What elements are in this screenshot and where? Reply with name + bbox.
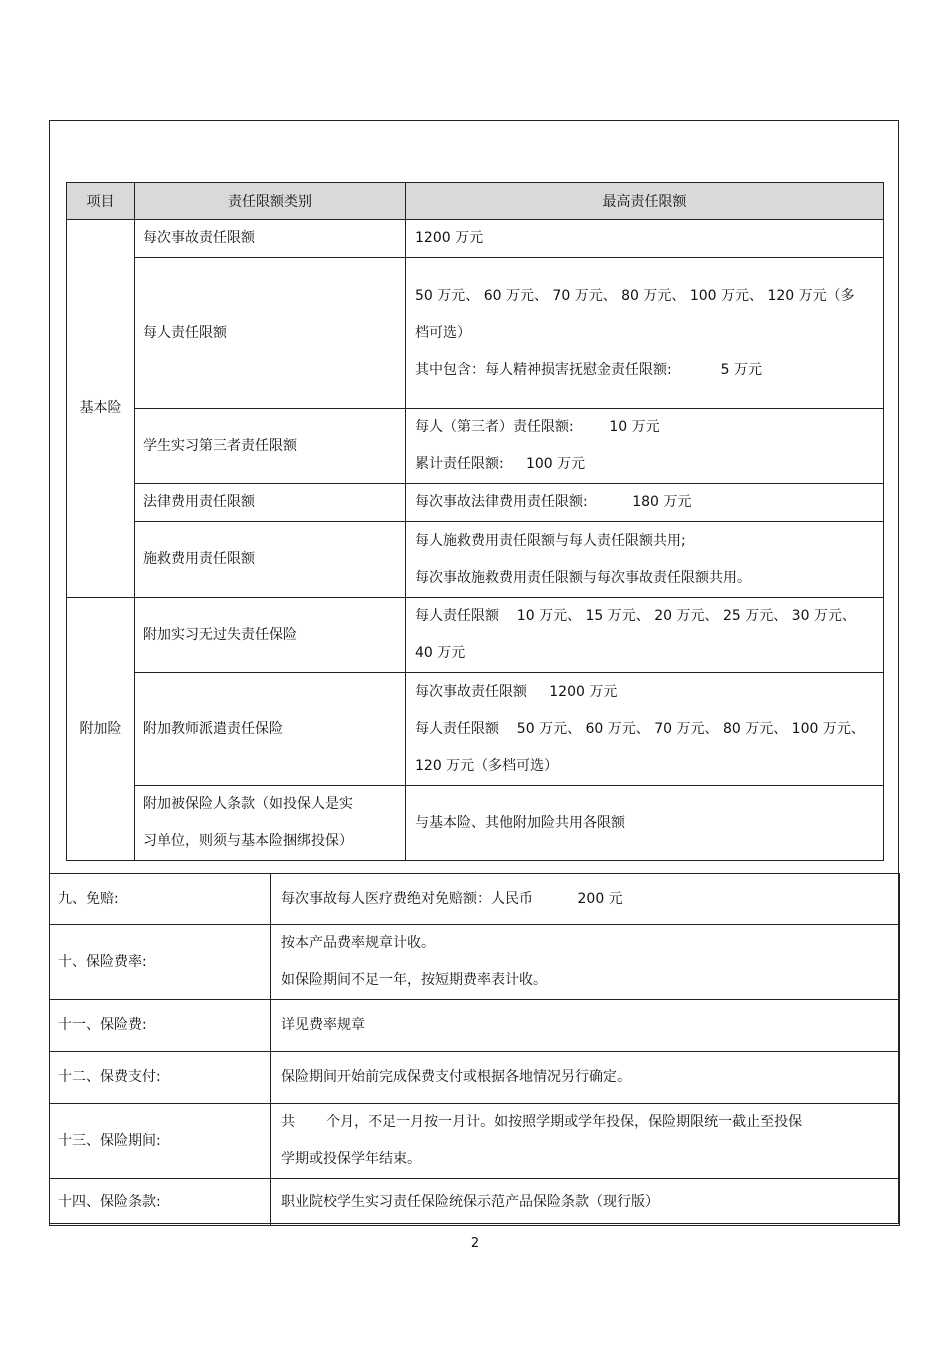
table-row: [50, 1104, 900, 1179]
limit-cell: [406, 409, 884, 484]
section-line: 如保险期间不足一年，按短期费率表计收。: [281, 972, 547, 988]
limit-line: 每次事故责任限额 1200 万元: [415, 683, 618, 700]
category-cell: 施救费用责任限额: [135, 522, 406, 598]
section-line: 学期或投保学年结束。: [281, 1151, 421, 1167]
table-row: [50, 874, 900, 925]
liability-limit-table: [66, 182, 884, 861]
table-row: [50, 925, 900, 1000]
page-number: 2: [470, 1236, 480, 1251]
section-line: 详见费率规章: [281, 1017, 365, 1033]
limit-line: 120 万元（多档可选）: [415, 757, 559, 774]
section-label: 九、免赔:: [50, 874, 271, 925]
category-cell: 附加教师派遣责任保险: [135, 673, 406, 786]
table-row: [67, 484, 884, 522]
limit-line: 每人责任限额 10 万元、 15 万元、 20 万元、 25 万元、 30 万元、: [415, 608, 856, 624]
limit-cell: [406, 673, 884, 786]
category-cell: [135, 786, 406, 861]
limit-line: 每次事故法律费用责任限额: 180 万元: [415, 494, 692, 510]
section-label: 十、保险费率:: [50, 925, 271, 1000]
category-cell: 学生实习第三者责任限额: [135, 409, 406, 484]
section-label: 十二、保费支付:: [50, 1052, 271, 1104]
table-row: [67, 598, 884, 673]
table-row: [67, 673, 884, 786]
section-line: 职业院校学生实习责任保险统保示范产品保险条款（现行版）: [281, 1193, 659, 1210]
section-content: [271, 925, 900, 1000]
section-content: [271, 1052, 900, 1104]
basic-insurance-label: 基本险: [67, 220, 135, 598]
policy-terms-table: [49, 873, 900, 1226]
section-content: [271, 1000, 900, 1052]
header-item: 项目: [67, 183, 135, 220]
limit-line: 每人责任限额 50 万元、 60 万元、 70 万元、 80 万元、 100 万元、: [415, 720, 865, 737]
limit-line: 1200 万元: [415, 230, 484, 246]
table-header-row: [67, 183, 884, 220]
section-line: 保险期间开始前完成保费支付或根据各地情况另行确定。: [281, 1069, 631, 1085]
limit-line: 与基本险、其他附加险共用各限额: [415, 814, 625, 831]
limit-cell: [406, 484, 884, 522]
limit-line: 40 万元: [415, 645, 466, 661]
section-content: [271, 1179, 900, 1226]
section-content: [271, 1104, 900, 1179]
section-content: [271, 874, 900, 925]
section-label: 十一、保险费:: [50, 1000, 271, 1052]
limit-cell: [406, 220, 884, 258]
section-line: 共 个月，不足一月按一月计。如按照学期或学年投保，保险期限统一截止至投保: [281, 1114, 803, 1130]
table-row: [50, 1052, 900, 1104]
limit-line: 50 万元、 60 万元、 70 万元、 80 万元、 100 万元、 120 万元（多: [415, 287, 855, 304]
limit-line: 档可选）: [415, 324, 471, 341]
limit-line: 每人施救费用责任限额与每人责任限额共用;: [415, 532, 686, 549]
limit-cell: [406, 598, 884, 673]
table-row: [50, 1179, 900, 1226]
table-row: [67, 522, 884, 598]
limit-cell: [406, 522, 884, 598]
category-cell: 每人责任限额: [135, 258, 406, 409]
header-max-limit: 最高责任限额: [406, 183, 884, 220]
limit-cell: [406, 786, 884, 861]
limit-line: 每人（第三者）责任限额: 10 万元: [415, 419, 660, 435]
table-row: [67, 409, 884, 484]
section-line: 每次事故每人医疗费绝对免赔额：人民币 200 元: [281, 890, 623, 907]
limit-line: 累计责任限额: 100 万元: [415, 456, 586, 472]
header-category: 责任限额类别: [135, 183, 406, 220]
category-line: 习单位，则须与基本险捆绑投保）: [143, 833, 353, 849]
section-line: 按本产品费率规章计收。: [281, 935, 435, 951]
category-cell: 法律费用责任限额: [135, 484, 406, 522]
limit-line: 每次事故施救费用责任限额与每次事故责任限额共用。: [415, 569, 751, 586]
category-cell: 每次事故责任限额: [135, 220, 406, 258]
category-line: 附加被保险人条款（如投保人是实: [143, 796, 353, 812]
section-label: 十三、保险期间:: [50, 1104, 271, 1179]
additional-insurance-label: 附加险: [67, 598, 135, 861]
limit-cell: [406, 258, 884, 409]
table-row: [67, 786, 884, 861]
table-row: [67, 220, 884, 258]
table-row: [50, 1000, 900, 1052]
category-cell: 附加实习无过失责任保险: [135, 598, 406, 673]
limit-line: 其中包含：每人精神损害抚慰金责任限额: 5 万元: [415, 361, 763, 378]
table-row: [67, 258, 884, 409]
section-label: 十四、保险条款:: [50, 1179, 271, 1226]
